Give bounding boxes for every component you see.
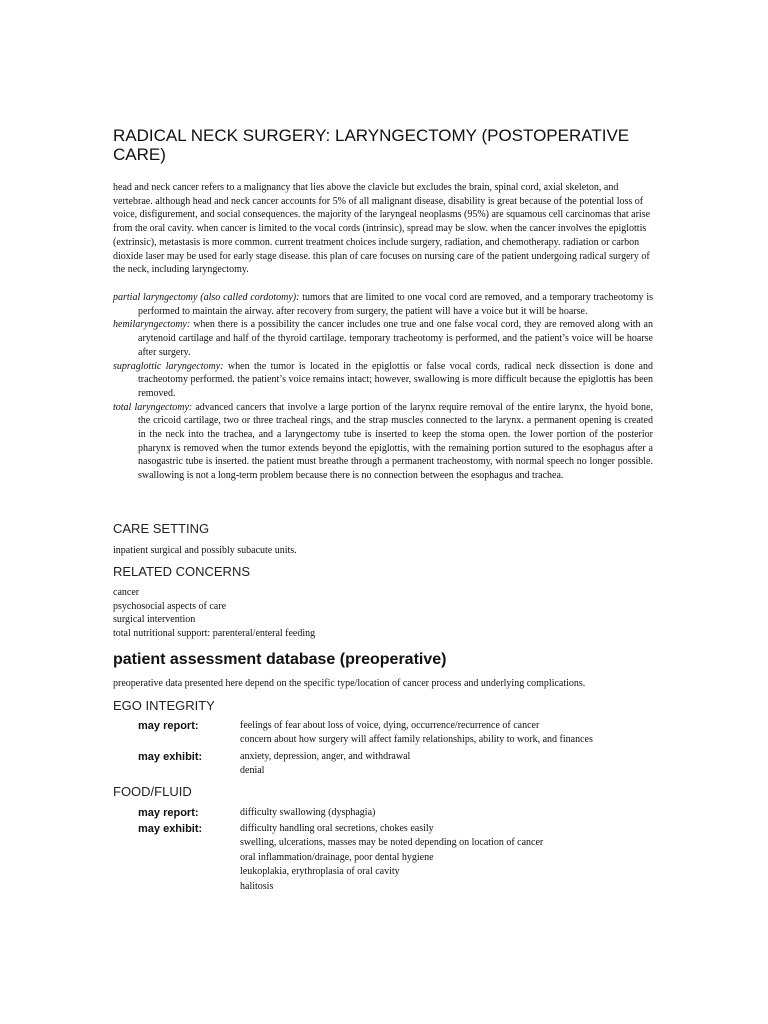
list-item: total nutritional support: parenteral/enteral feeding — [113, 628, 316, 640]
exhibit-values — [240, 750, 410, 779]
list-item: oral inflammation/drainage, poor dental hygiene — [240, 851, 434, 863]
report-values — [240, 719, 593, 748]
entry-text: tumors that are limited to one vocal cord are removed, and a temporary tracheotomy is performed to maintain the airway. after recovery from surgery, the patient will have a voice but it will be hoarse. — [138, 292, 653, 317]
related-concerns-list — [113, 586, 653, 641]
list-item: surgical intervention — [113, 614, 196, 626]
exhibit-values — [240, 822, 543, 894]
may-report-label: may report: — [138, 807, 199, 819]
may-exhibit-label: may exhibit: — [138, 823, 203, 835]
entry-text: advanced cancers that involve a large portion of the larynx require removal of the entire larynx, the hyoid bone, the cricoid cartilage, two or three tracheal rings, and the strap muscles connected to the larynx. a permanent opening is created in the neck into the trachea, and a laryngectomy tube is inserted to keep the stoma open. the lower portion of the posterior pharynx is removed when the tumor extends beyond the epiglottis, with the remaining portion sutured to the esophagus after a nasogastric tube is inserted. the patient must breathe through a permanent tracheostomy, with normal speech no longer possible. swallowing is not a long-term problem because there is no connection between the esophagus and trachea. — [138, 401, 653, 482]
related-concerns-heading: RELATED CONCERNS — [113, 564, 251, 579]
list-item: feelings of fear about loss of voice, dying, occurrence/recurrence of cancer — [240, 720, 540, 731]
page-title: RADICAL NECK SURGERY: LARYNGECTOMY (POSTOPERATIVE CARE) — [113, 126, 630, 164]
list-item: difficulty handling oral secretions, chokes easily — [240, 823, 434, 834]
entry-supraglottic-laryngectomy — [113, 360, 653, 401]
entry-text: when the tumor is located in the epiglottis or false vocal cords, radical neck dissection is done and tracheotomy performed. the patient’s voice remains intact; however, swallowing is more difficult because the epiglottis has been removed. — [138, 360, 653, 399]
entry-term: hemilaryngectomy: — [113, 319, 191, 331]
report-values — [240, 806, 375, 820]
list-item: leukoplakia, erythroplasia of oral cavity — [240, 866, 400, 878]
list-item: psychosocial aspects of care — [113, 600, 227, 612]
entry-partial-laryngectomy — [113, 291, 653, 318]
entry-text: when there is a possibility the cancer includes one true and one false vocal cord, they are removed along with an arytenoid cartilage and half of the thyroid cartilage. temporary tracheotomy is performed, and the patient’s voice will be hoarse after surgery. — [138, 319, 653, 358]
entry-total-laryngectomy — [113, 401, 653, 483]
list-item: anxiety, depression, anger, and withdrawal — [240, 751, 411, 762]
entry-hemilaryngectomy — [113, 318, 653, 359]
database-text: preoperative data presented here depend on the specific type/location of cancer process and underlying complications. — [113, 678, 586, 689]
list-item: halitosis — [240, 880, 274, 892]
laryngectomy-types — [113, 291, 653, 483]
intro-paragraph: head and neck cancer refers to a malignancy that lies above the clavicle but excludes the brain, spinal cord, axial skeleton, and vertebrae. although head and neck cancer accounts for 5% of all malignant disease, disability is great because of the potential loss of voice, disfigurement, and social consequences. the majority of the laryngeal neoplasms (95%) are squamous cell carcinomas that arise from the oral cavity. when cancer is limited to the vocal cords (intrinsic), spread may be slow. when the cancer involves the epiglottis (extrinsic), metastasis is more common. current treatment choices include surgery, radiation, and chemotherapy. radiation or carbon dioxide laser may be used for early stage disease. this plan of care focuses on nursing care of the patient undergoing radical surgery of the neck, including laryngectomy. — [113, 182, 651, 276]
list-item: swelling, ulcerations, masses may be noted depending on location of cancer — [240, 837, 544, 849]
care-setting-text: inpatient surgical and possibly subacute units. — [113, 545, 297, 556]
list-item: concern about how surgery will affect family relationships, ability to work, and finances — [240, 734, 593, 746]
food-fluid-heading: FOOD/FLUID — [113, 784, 192, 799]
entry-term: partial laryngectomy (also called cordotomy): — [113, 292, 300, 303]
may-exhibit-label: may exhibit: — [138, 751, 203, 763]
list-item: difficulty swallowing (dysphagia) — [240, 807, 376, 818]
entry-term: supraglottic laryngectomy: — [113, 360, 224, 372]
list-item: denial — [240, 765, 265, 777]
care-setting-heading: CARE SETTING — [113, 521, 210, 536]
entry-term: total laryngectomy: — [113, 401, 193, 413]
may-report-label: may report: — [138, 720, 199, 732]
list-item: cancer — [113, 587, 140, 598]
ego-integrity-heading: EGO INTEGRITY — [113, 698, 215, 713]
database-heading: patient assessment database (preoperative) — [113, 651, 447, 668]
